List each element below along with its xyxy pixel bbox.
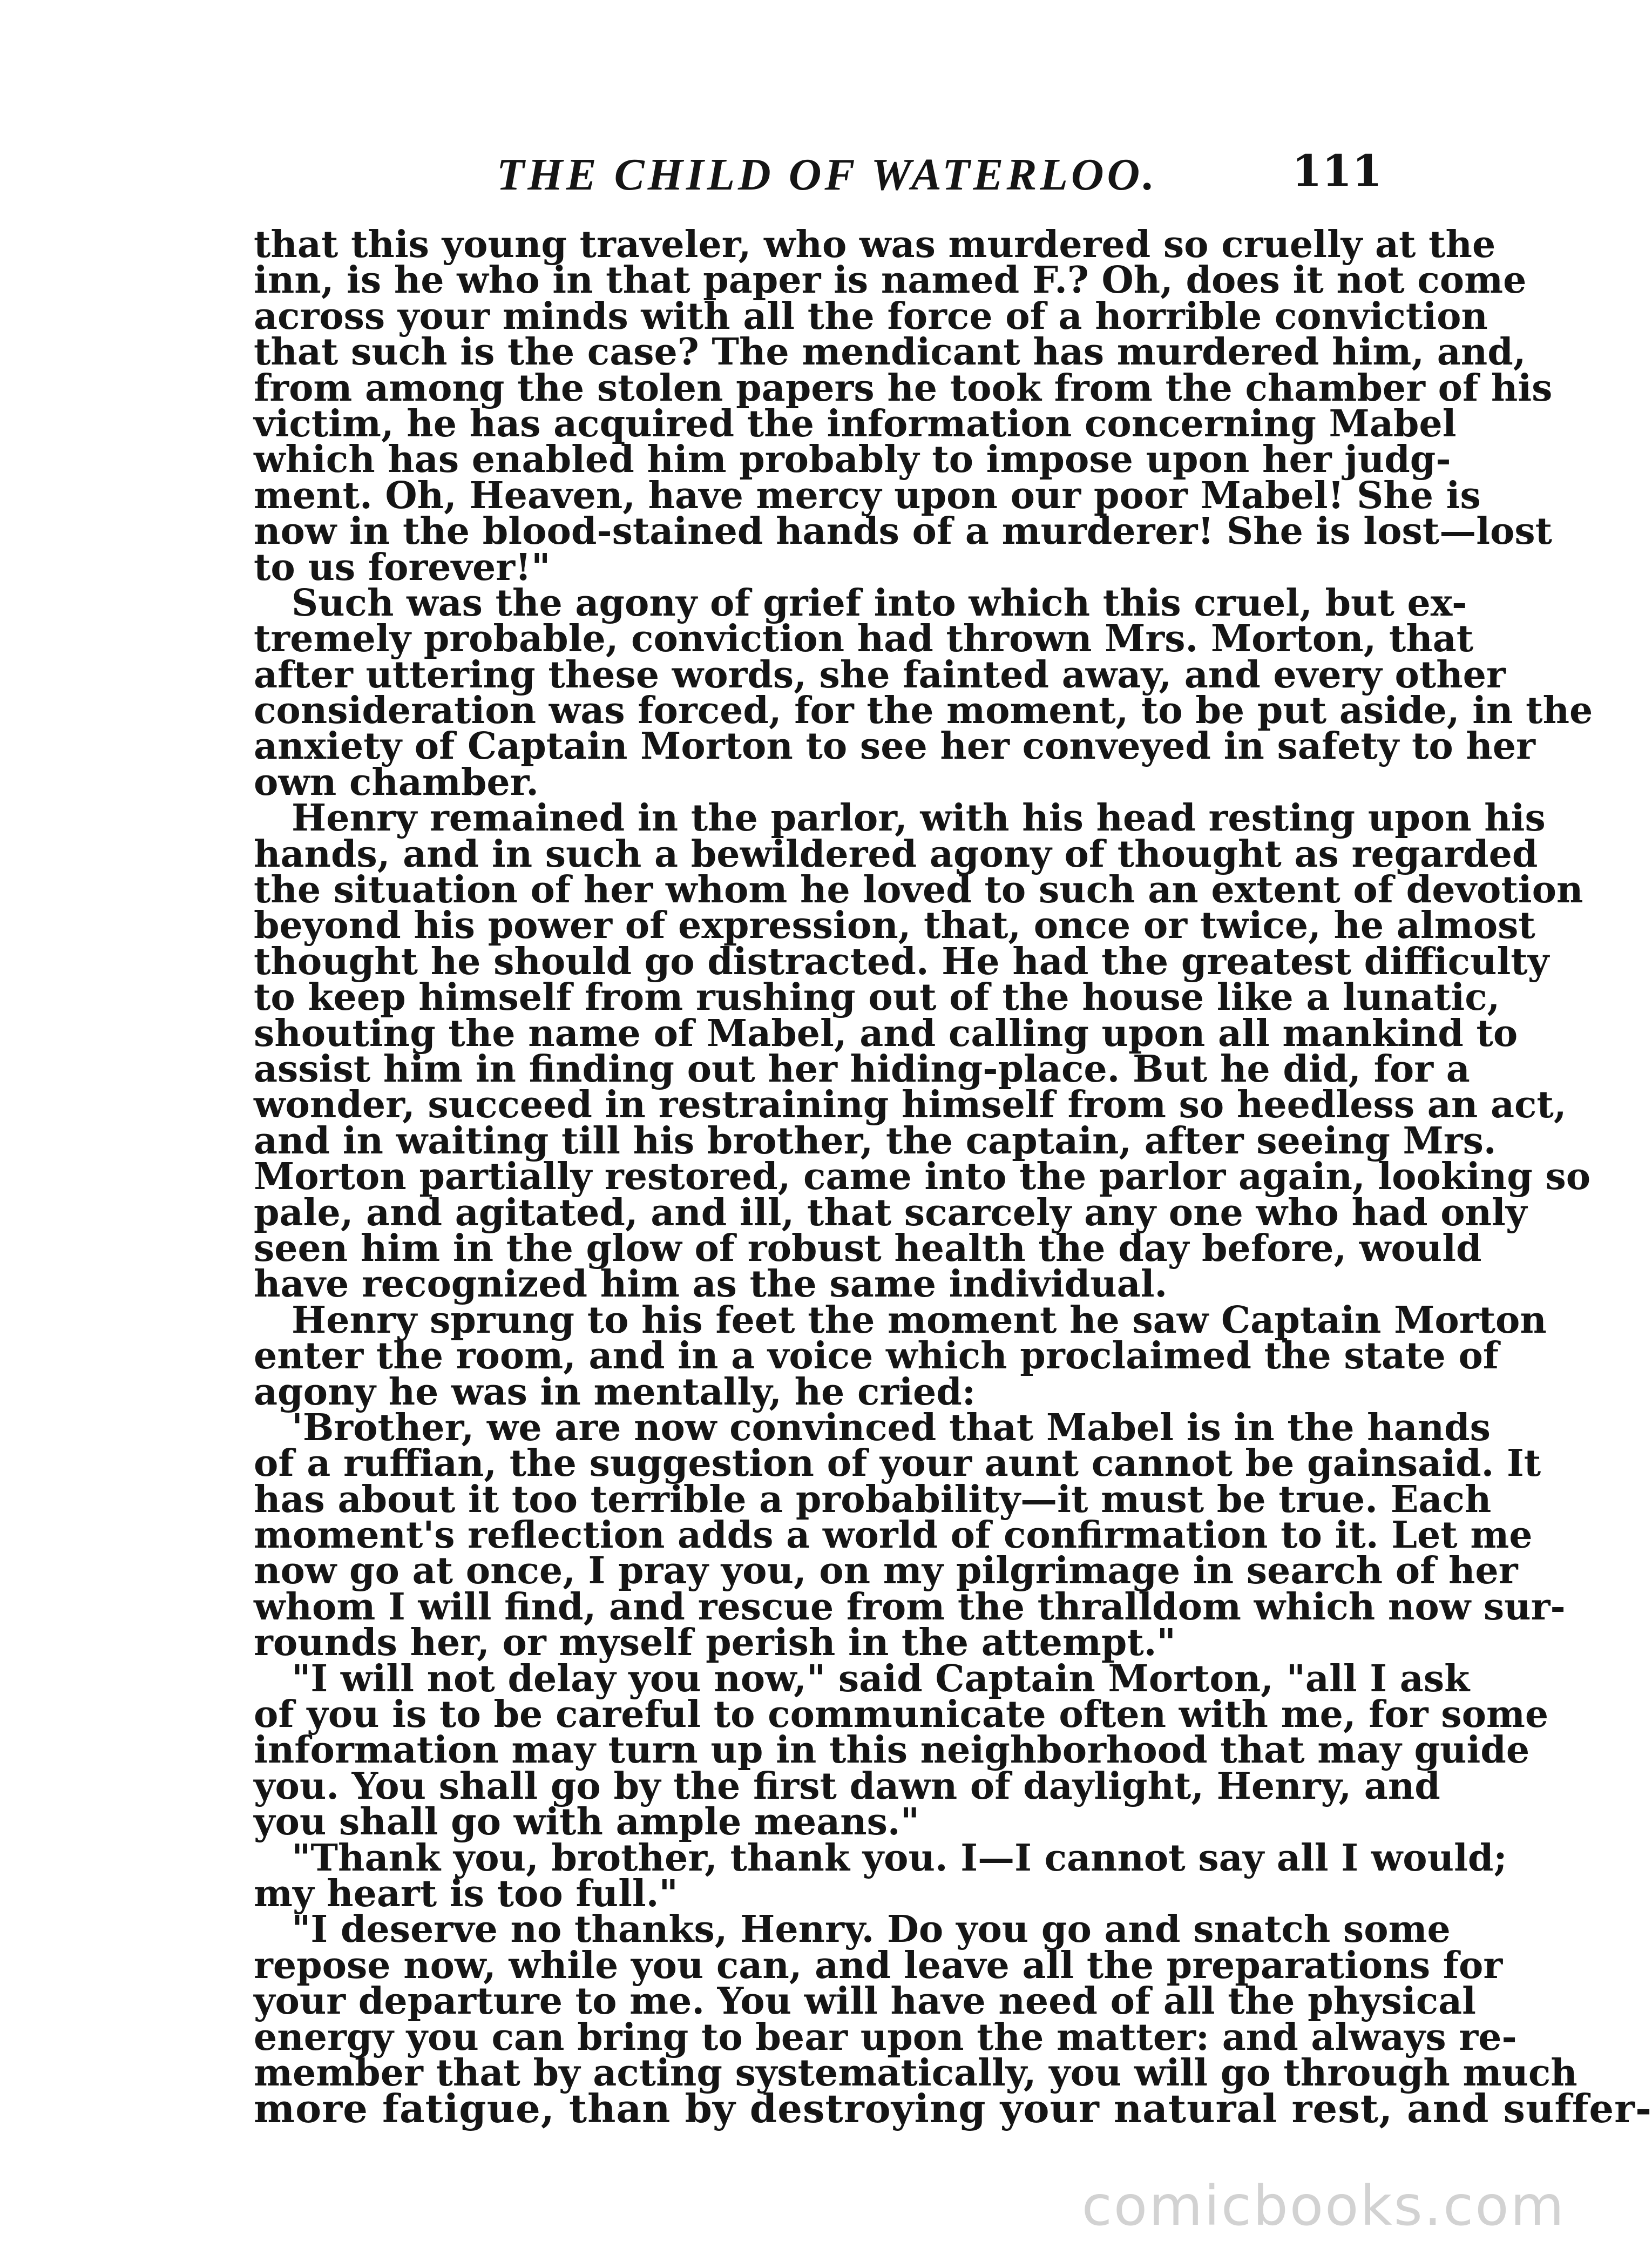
text-line: consideration was forced, for the moment, to be put aside, in the xyxy=(254,689,1593,733)
text-line: and in waiting till his brother, the captain, after seeing Mrs. xyxy=(254,1119,1497,1163)
body-text xyxy=(254,223,1652,2132)
text-line: enter the room, and in a voice which proclaimed the state of xyxy=(254,1334,1499,1378)
text-line: from among the stolen papers he took from the chamber of his xyxy=(254,366,1553,410)
text-line: own chamber. xyxy=(254,760,539,804)
text-line: which has enabled him probably to impose upon her judg- xyxy=(254,438,1451,482)
text-line: Such was the agony of grief into which this cruel, but ex- xyxy=(292,581,1467,625)
text-line: across your minds with all the force of a horrible conviction xyxy=(254,294,1488,338)
text-line: of you is to be careful to communicate often with me, for some xyxy=(254,1693,1549,1737)
text-line: beyond his power of expression, that, once or twice, he almost xyxy=(254,904,1535,948)
text-line: you shall go with ample means." xyxy=(254,1800,919,1844)
text-line: whom I will find, and rescue from the thralldom which now sur- xyxy=(254,1585,1566,1629)
text-line: pale, and agitated, and ill, that scarcely any one who had only xyxy=(254,1191,1527,1234)
text-line: shouting the name of Mabel, and calling upon all mankind to xyxy=(254,1011,1518,1055)
text-line: inn, is he who in that paper is named F.? Oh, does it not come xyxy=(254,259,1527,302)
text-line: wonder, succeed in restraining himself from so heedless an act, xyxy=(254,1083,1567,1127)
text-line: assist him in finding out her hiding-place. But he did, for a xyxy=(254,1047,1470,1091)
text-line: "Thank you, brother, thank you. I—I cannot say all I would; xyxy=(292,1836,1507,1880)
text-line: hands, and in such a bewildered agony of thought as regarded xyxy=(254,832,1538,876)
text-line: "I will not delay you now," said Captain Morton, "all I ask xyxy=(292,1657,1470,1700)
text-line: now go at once, I pray you, on my pilgrimage in search of her xyxy=(254,1549,1518,1593)
text-line: of a ruffian, the suggestion of your aunt cannot be gainsaid. It xyxy=(254,1442,1541,1486)
text-line: more fatigue, than by destroying your natural rest, and suffer- xyxy=(254,2085,1652,2132)
page-number: 111 xyxy=(1292,145,1382,196)
text-line: 'Brother, we are now convinced that Mabel is in the hands xyxy=(292,1406,1491,1449)
text-line: ment. Oh, Heaven, have mercy upon our poor Mabel! She is xyxy=(254,474,1481,517)
watermark: comicbooks.com xyxy=(1081,2174,1566,2238)
text-line: information may turn up in this neighborhood that may guide xyxy=(254,1729,1530,1772)
running-title: THE CHILD OF WATERLOO. xyxy=(497,150,1158,200)
text-line: "I deserve no thanks, Henry. Do you go and snatch some xyxy=(292,1908,1451,1952)
text-line: rounds her, or myself perish in the attempt." xyxy=(254,1621,1176,1665)
text-line: you. You shall go by the first dawn of daylight, Henry, and xyxy=(254,1764,1440,1808)
text-line: the situation of her whom he loved to such an extent of devotion xyxy=(254,868,1583,912)
text-line: Morton partially restored, came into the parlor again, looking so xyxy=(254,1155,1591,1199)
text-line: have recognized him as the same individual. xyxy=(254,1263,1168,1306)
text-line: agony he was in mentally, he cried: xyxy=(254,1370,976,1414)
text-line: victim, he has acquired the information concerning Mabel xyxy=(254,402,1457,446)
text-line: now in the blood-stained hands of a murderer! She is lost—lost xyxy=(254,510,1553,554)
text-line: to keep himself from rushing out of the house like a lunatic, xyxy=(254,976,1500,1020)
text-line: after uttering these words, she fainted away, and every other xyxy=(254,653,1506,697)
text-line: your departure to me. You will have need of all the physical xyxy=(254,1980,1476,2023)
text-line: seen him in the glow of robust health the day before, would xyxy=(254,1226,1482,1270)
text-line: repose now, while you can, and leave all the preparations for xyxy=(254,1943,1503,1987)
text-line: Henry sprung to his feet the moment he saw Captain Morton xyxy=(292,1298,1547,1342)
page-header xyxy=(464,143,1382,213)
text-line: that this young traveler, who was murdered so cruelly at the xyxy=(254,223,1496,266)
text-line: tremely probable, conviction had thrown Mrs. Morton, that xyxy=(254,617,1474,661)
text-line: that such is the case? The mendicant has murdered him, and, xyxy=(254,330,1526,374)
text-line: Henry remained in the parlor, with his head resting upon his xyxy=(292,796,1546,840)
text-line: anxiety of Captain Morton to see her conveyed in safety to her xyxy=(254,725,1535,768)
text-line: to us forever!" xyxy=(254,545,551,589)
text-line: my heart is too full." xyxy=(254,1872,678,1915)
text-line: thought he should go distracted. He had the greatest difficulty xyxy=(254,940,1549,983)
text-line: moment's reflection adds a world of confirmation to it. Let me xyxy=(254,1514,1533,1557)
text-line: energy you can bring to bear upon the matter: and always re- xyxy=(254,2015,1517,2059)
text-line: has about it too terrible a probability—it must be true. Each xyxy=(254,1477,1492,1521)
text-line: member that by acting systematically, you will go through much xyxy=(254,2051,1577,2095)
